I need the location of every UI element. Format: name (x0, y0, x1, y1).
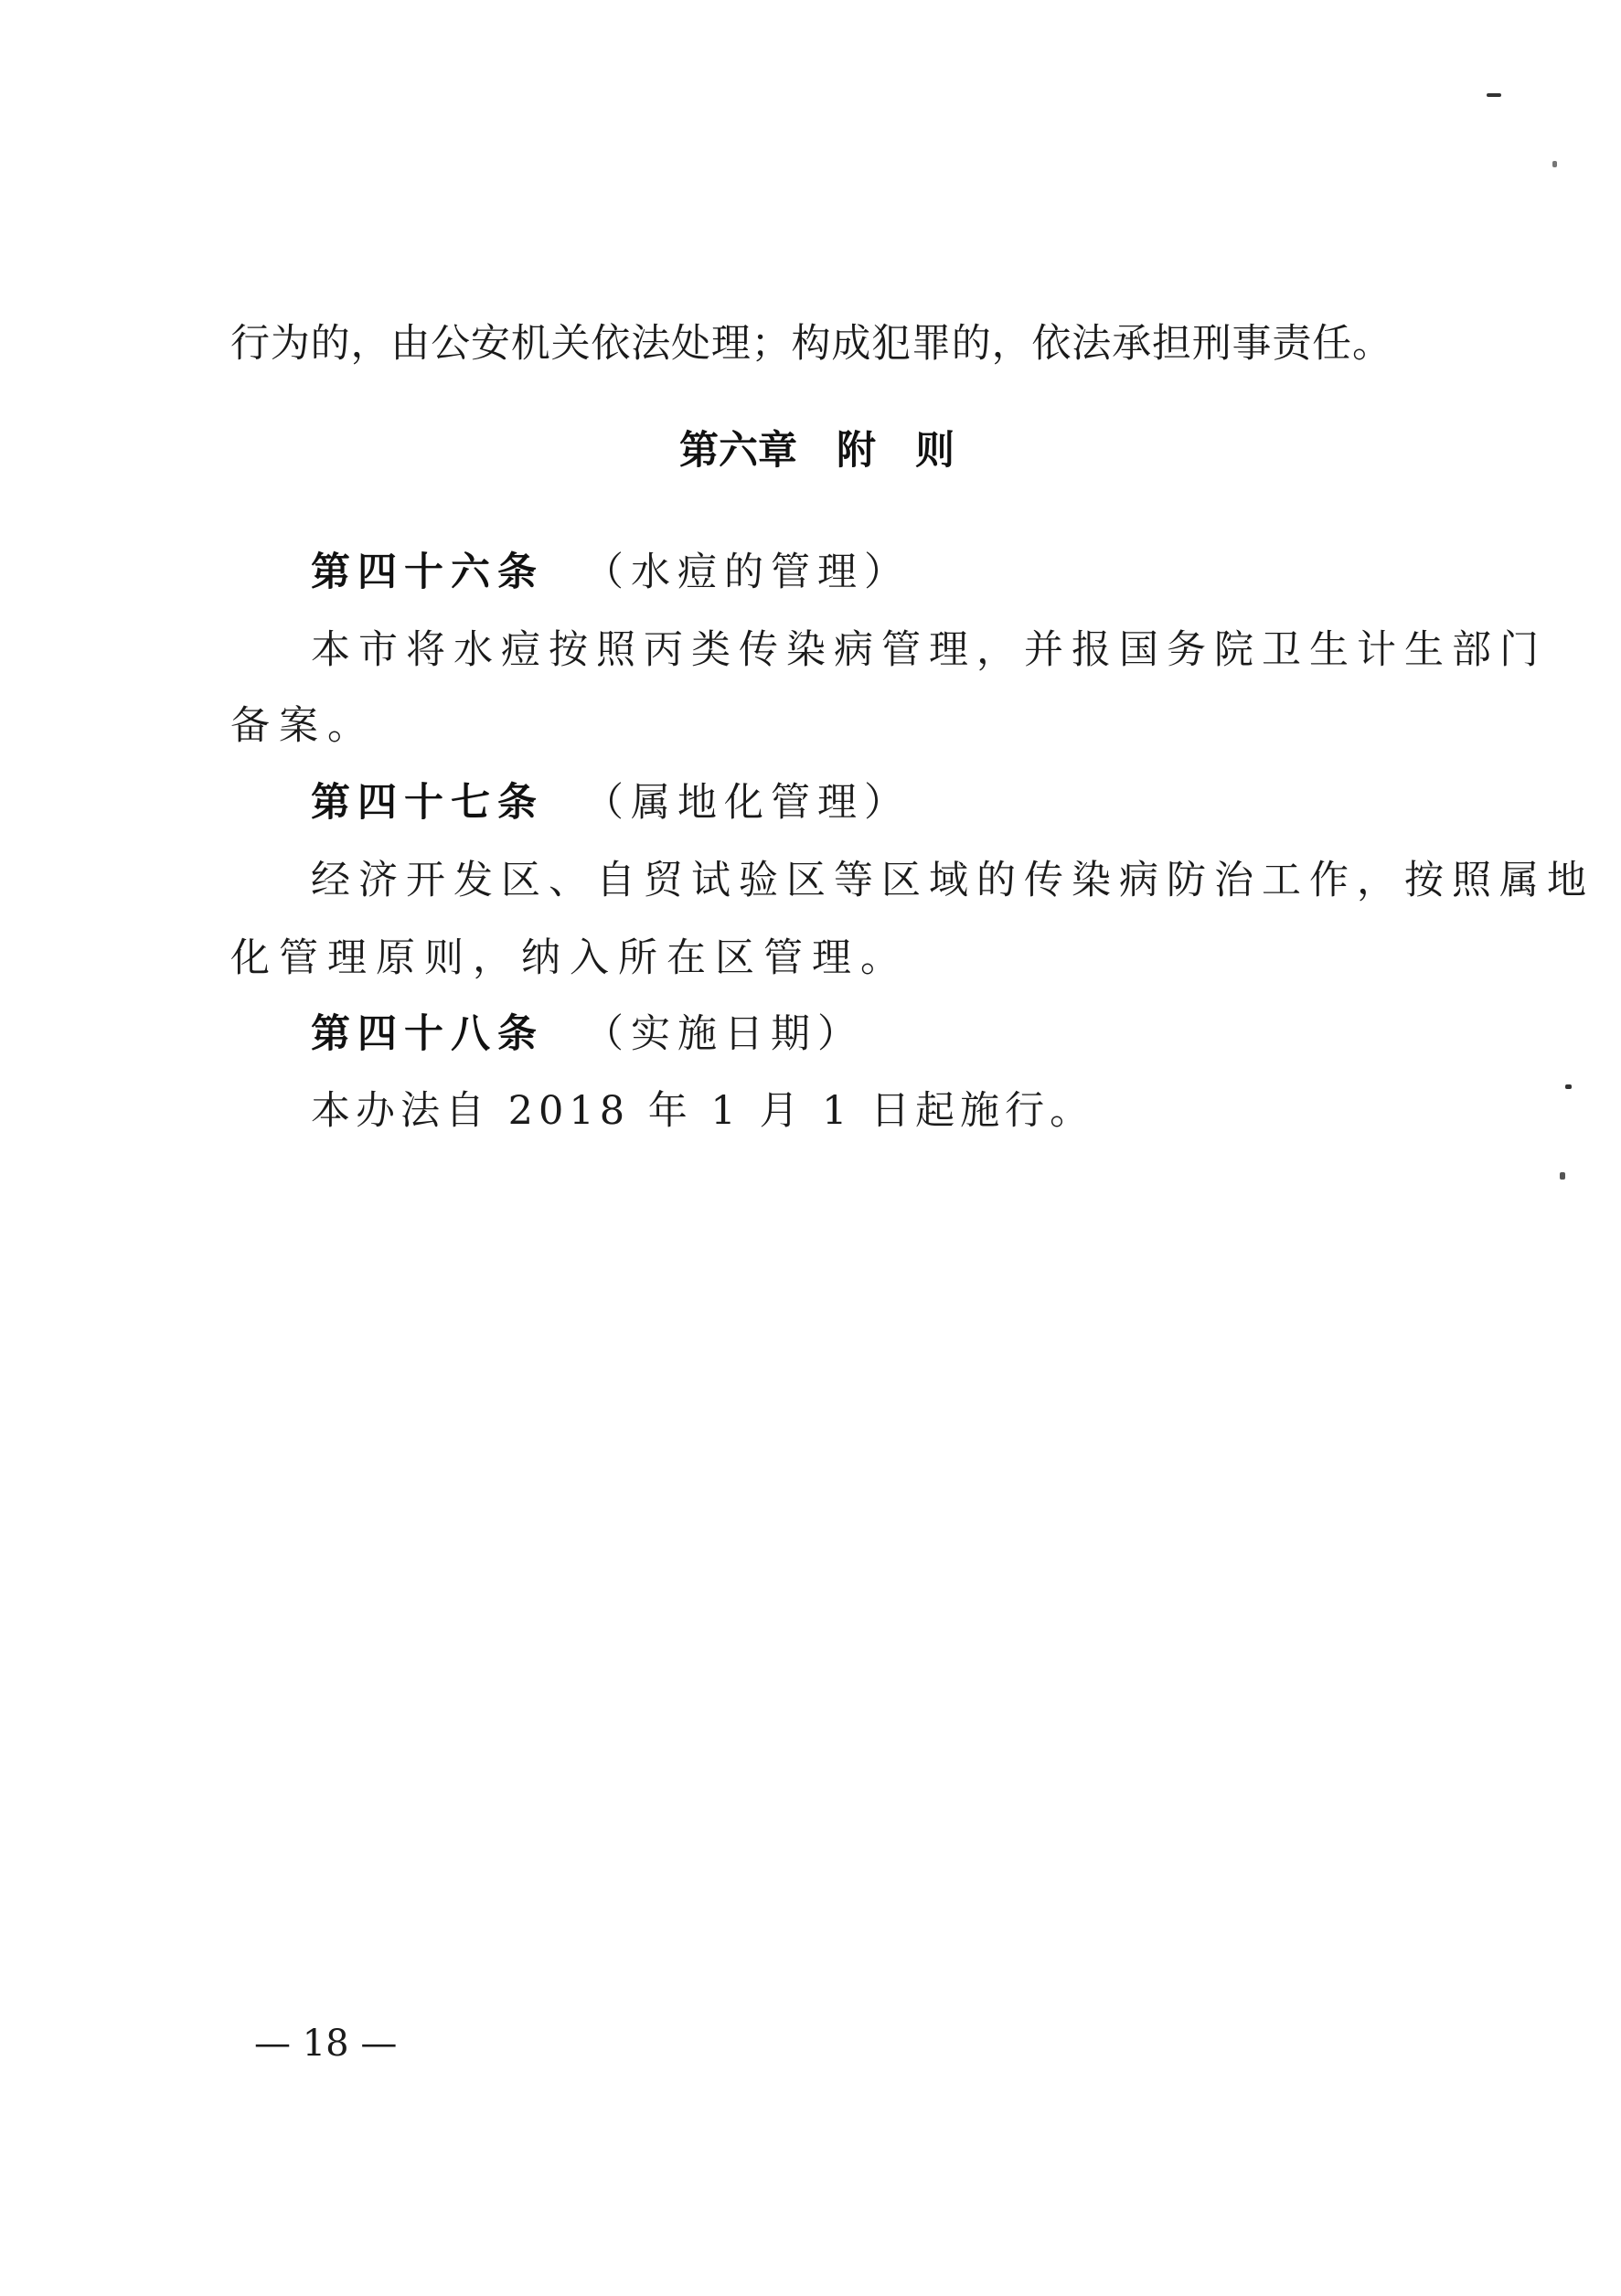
article-47-subtitle: （属地化管理） (584, 780, 911, 826)
article-46-subtitle: （水痘的管理） (584, 550, 911, 595)
article-48-title: 第四十八条 (311, 1011, 544, 1057)
article-47-body-line-2: 化管理原则，纳入所在区管理。 (230, 935, 909, 981)
scan-speck-mid-right (1565, 1084, 1572, 1089)
scan-speck-top-right-small (1552, 161, 1557, 167)
page-number: — 18 — (254, 2023, 398, 2065)
article-48-header (311, 1009, 864, 1060)
continuation-line: 行为的，由公安机关依法处理；构成犯罪的，依法承担刑事责任。 (230, 321, 1392, 367)
scan-speck-top-right (1487, 93, 1501, 97)
article-47-title: 第四十七条 (311, 780, 544, 826)
article-47-body-line-1: 经济开发区、自贸试验区等区域的传染病防治工作，按照属地 (311, 858, 1594, 903)
chapter-heading: 第六章 附 则 (679, 428, 954, 474)
article-46-header (311, 547, 911, 598)
article-48-subtitle: （实施日期） (584, 1011, 864, 1057)
article-47-header (311, 777, 911, 828)
article-46-body-line-2: 备案。 (230, 703, 376, 749)
article-46-title: 第四十六条 (311, 550, 544, 595)
article-48-body-line-1: 本办法自 2018 年 1 月 1 日起施行。 (311, 1088, 1095, 1134)
scan-speck-mid-right-small (1560, 1172, 1565, 1180)
article-46-body-line-1: 本市将水痘按照丙类传染病管理，并报国务院卫生计生部门 (311, 627, 1547, 673)
